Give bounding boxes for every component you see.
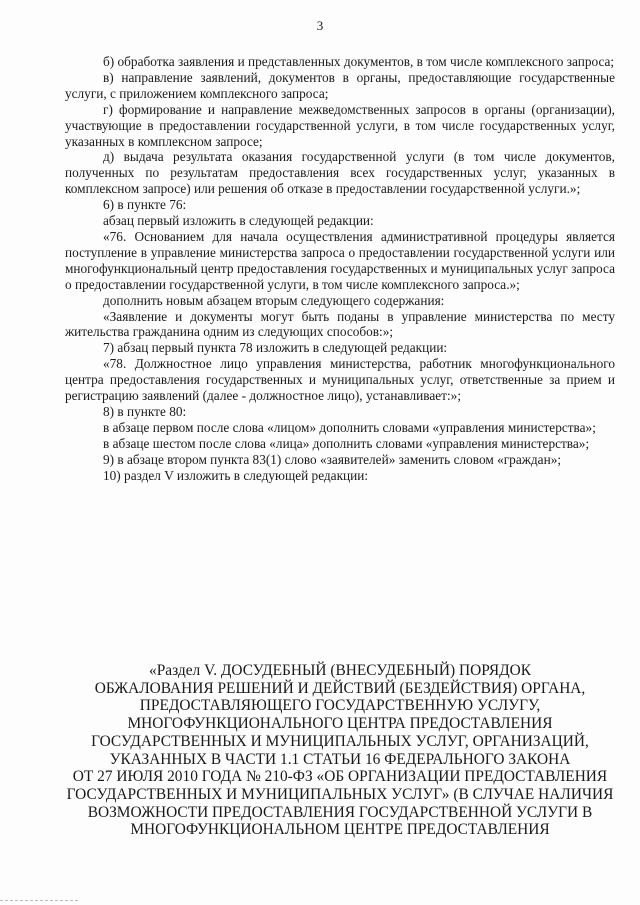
footer-rule (0, 900, 78, 901)
item-8-first: в абзаце первом после слова «лицом» дополнить словами «управления министерства»; (103, 419, 596, 435)
heading-line: УКАЗАННЫХ В ЧАСТИ 1.1 СТАТЬИ 16 ФЕДЕРАЛЬНОГО ЗАКОНА (109, 750, 571, 768)
item-78-text: «78. Должностное лицо управления министерства, работник многофункционального центра предоставления государственных и муниципальных услуг, ответственные за прием и регистрацию заявлений (далее - должностное лицо), устанавливает:»; (65, 356, 615, 404)
heading-line: ВОЗМОЖНОСТИ ПРЕДОСТАВЛЕНИЯ ГОСУДАРСТВЕННОЙ УСЛУГИ В (87, 803, 593, 821)
item-6-added-text: «Заявление и документы могут быть поданы в управление министерства по месту жительства гражданина одним из следующих способов:»; (65, 308, 615, 340)
section-v-heading (62, 662, 618, 839)
paragraph-d: д) выдача результата оказания государственной услуги (в том числе документов, полученных по результатам предоставления всех государственных услуг, указанных в комплексном запросе) или решения об отказе в предоставлении государственной услуги.»; (65, 149, 615, 197)
item-9: 9) в абзаце втором пункта 83(1) слово «заявителей» заменить словом «граждан»; (103, 451, 562, 467)
item-8-sixth: в абзаце шестом после слова «лица» дополнить словами «управления министерства»; (103, 435, 590, 451)
item-7: 7) абзац первый пункта 78 изложить в следующей редакции: (103, 340, 448, 356)
paragraph-v: в) направление заявлений, документов в органы, предоставляющие государственные услуги, с приложением комплексного запроса; (65, 69, 615, 101)
heading-line: МНОГОФУНКЦИОНАЛЬНОГО ЦЕНТРА ПРЕДОСТАВЛЕНИЯ (127, 715, 553, 733)
heading-line: ПРЕДОСТАВЛЯЮЩЕГО ГОСУДАРСТВЕННУЮ УСЛУГУ, (139, 697, 541, 715)
heading-line: ГОСУДАРСТВЕННЫХ И МУНИЦИПАЛЬНЫХ УСЛУГ, ОРГАНИЗАЦИЙ, (91, 732, 589, 750)
item-10: 10) раздел V изложить в следующей редакции: (103, 467, 369, 483)
item-6-addition: дополнить новым абзацем вторым следующего содержания: (103, 292, 445, 308)
item-76-text: «76. Основанием для начала осуществления административной процедуры является поступление в управление министерства запроса о предоставлении государственной услуги или многофункциональный центр предоставления государственных и муниципальных услуг запроса о предоставлении государственной услуги, в том числе комплексного запроса.»; (65, 228, 615, 292)
paragraph-g: г) формирование и направление межведомственных запросов в органы (организации), участвующие в предоставлении государственной услуги, в том числе государственных услуг, указанных в комплексном запросе; (65, 101, 615, 149)
body-text (65, 54, 615, 483)
item-6: 6) в пункте 76: (103, 197, 187, 213)
heading-line: «Раздел V. ДОСУДЕБНЫЙ (ВНЕСУДЕБНЫЙ) ПОРЯДОК (149, 662, 531, 679)
item-6-instruction: абзац первый изложить в следующей редакции: (103, 213, 374, 229)
heading-line: ОТ 27 ИЮЛЯ 2010 ГОДА № 210-ФЗ «ОБ ОРГАНИЗАЦИИ ПРЕДОСТАВЛЕНИЯ (72, 768, 608, 786)
item-8: 8) в пункте 80: (103, 403, 187, 419)
heading-line: МНОГОФУНКЦИОНАЛЬНОМ ЦЕНТРЕ ПРЕДОСТАВЛЕНИЯ (130, 821, 550, 839)
heading-line: ГОСУДАРСТВЕННЫХ И МУНИЦИПАЛЬНЫХ УСЛУГ» (В СЛУЧАЕ НАЛИЧИЯ (66, 785, 614, 803)
heading-line: ОБЖАЛОВАНИЯ РЕШЕНИЙ И ДЕЙСТВИЙ (БЕЗДЕЙСТВИЯ) ОРГАНА, (94, 679, 586, 697)
paragraph-b: б) обработка заявления и представленных документов, в том числе комплексного запроса; (103, 54, 615, 69)
page-number: 3 (316, 18, 324, 33)
